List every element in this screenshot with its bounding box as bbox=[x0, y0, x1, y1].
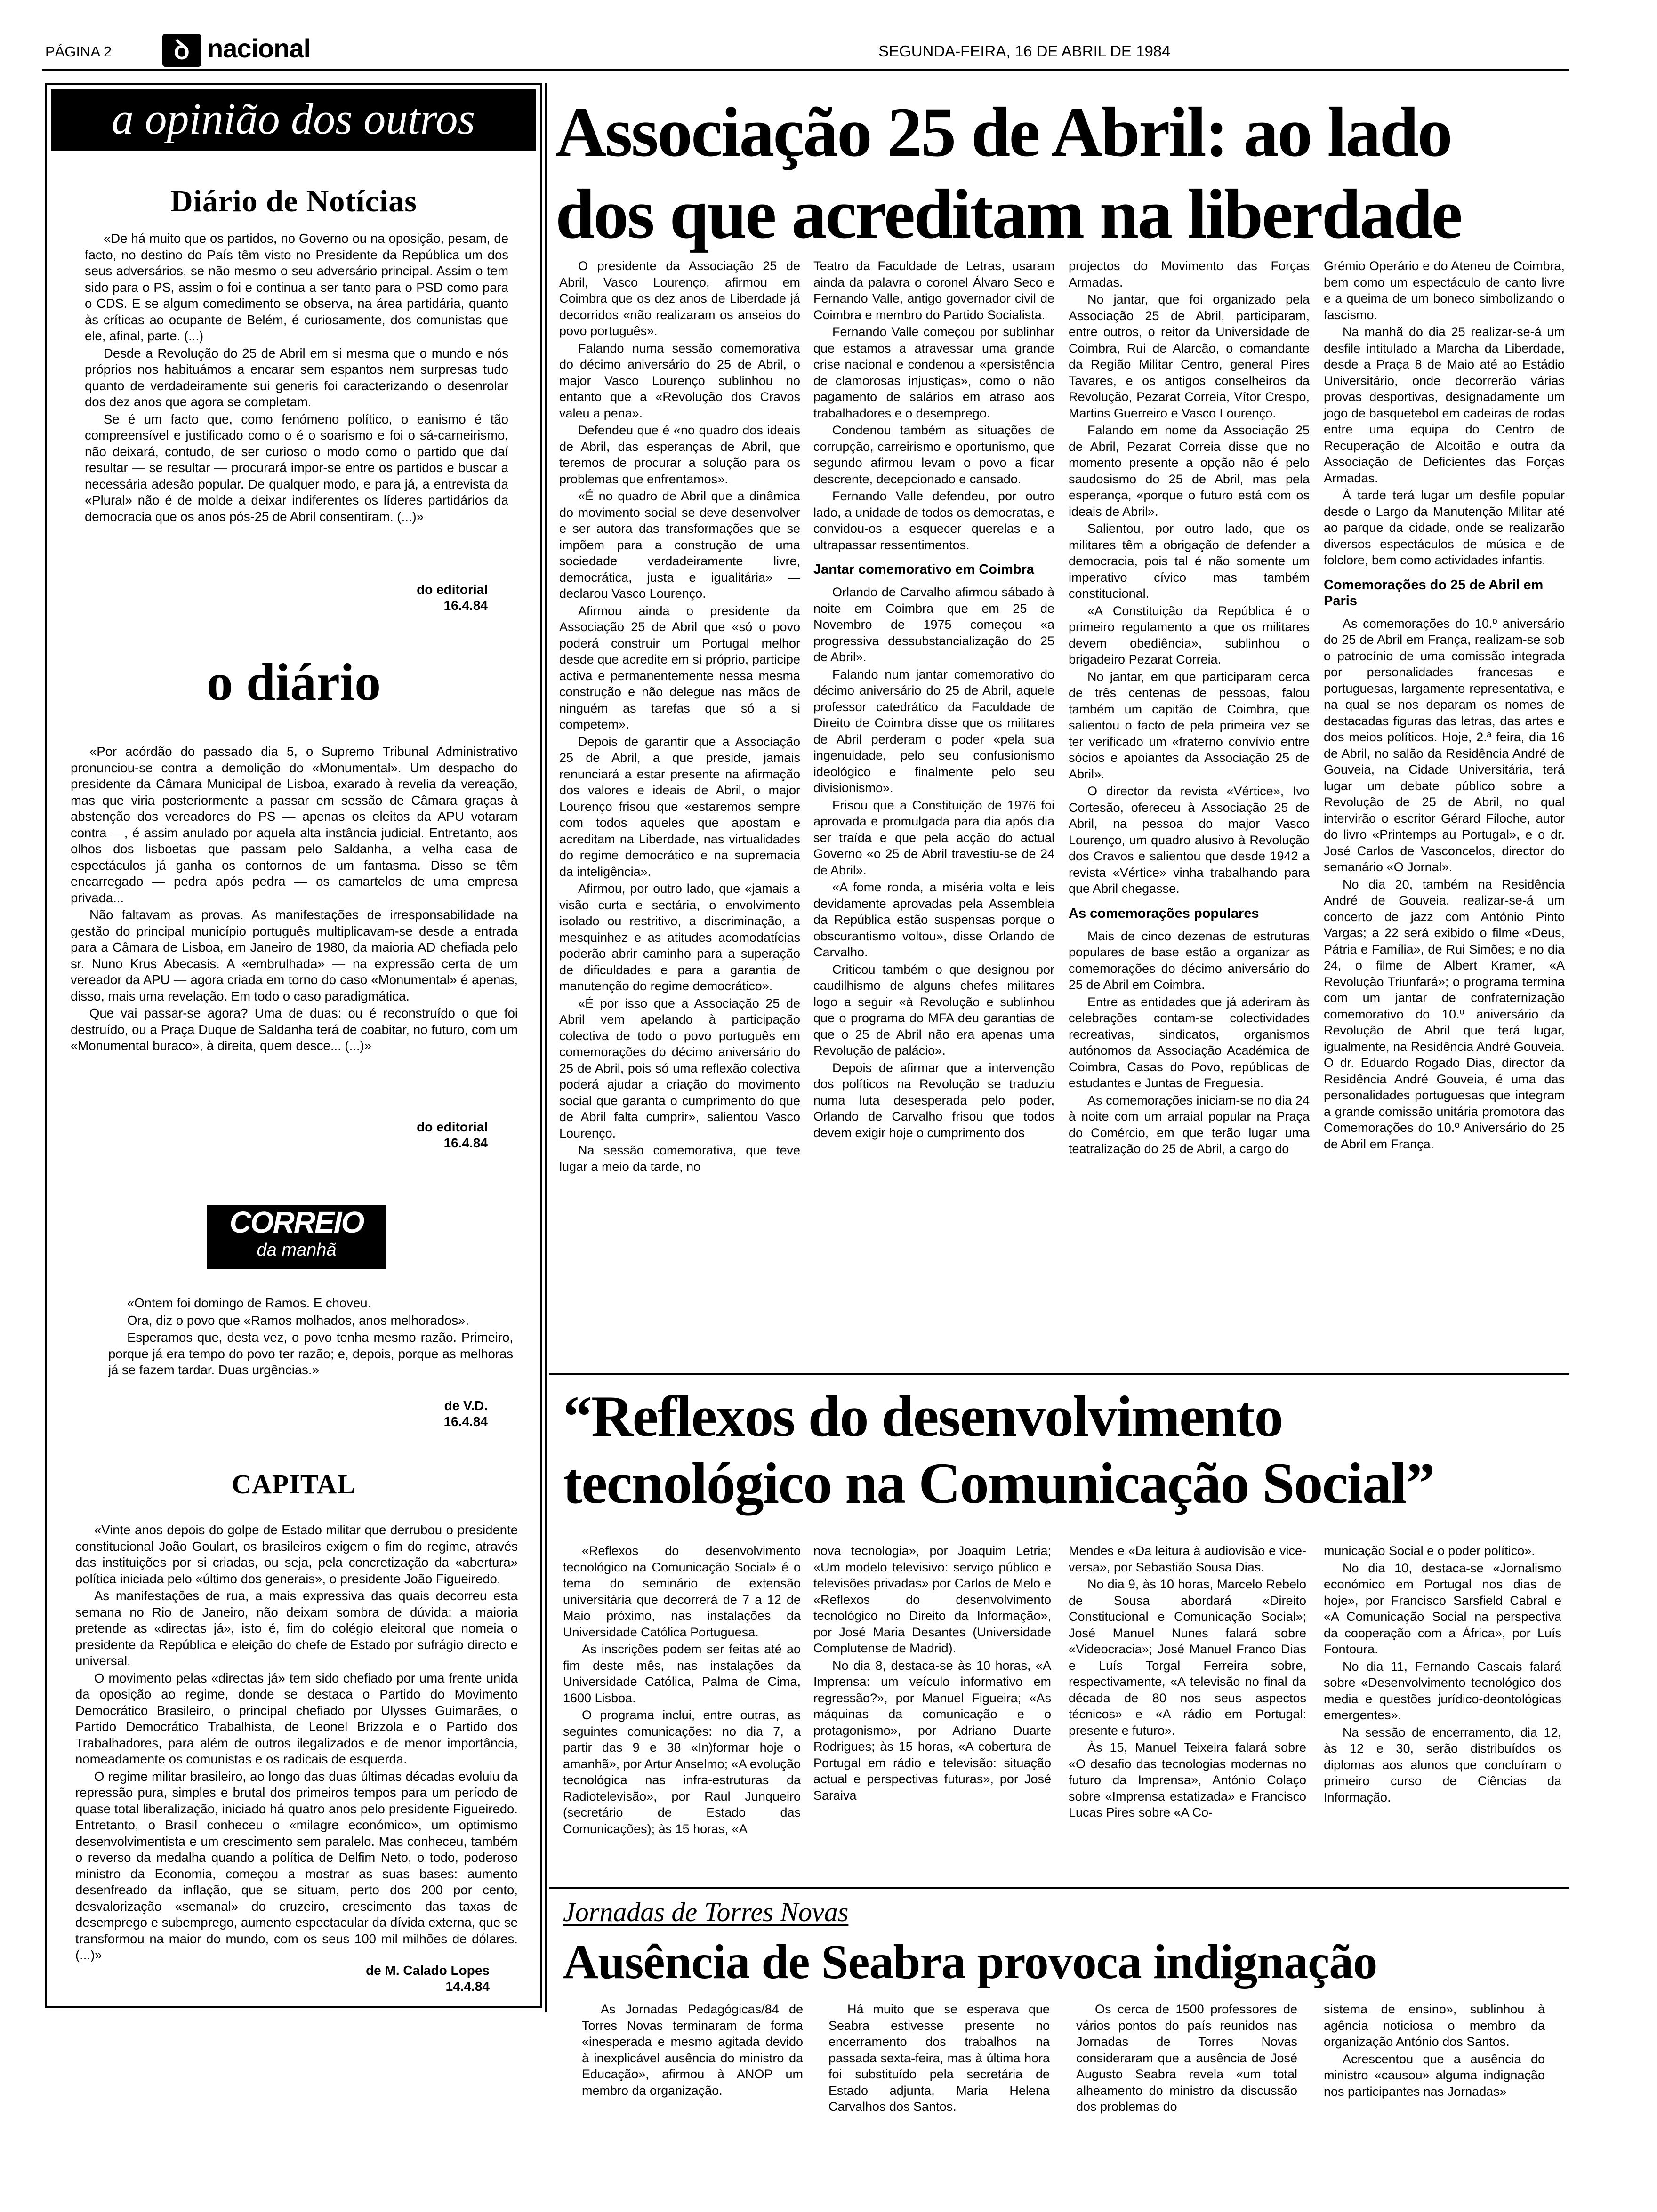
article2-col1 bbox=[563, 1543, 801, 1882]
paragraph: No dia 11, Fernando Cascais falará sobre «Desenvolvimento tecnológico dos media e questões jurídico-deontológicas emergentes». bbox=[1324, 1659, 1561, 1722]
paragraph: Afirmou ainda o presidente da Associação 25 de Abril que «só o povo poderá construir um Portugal melhor desde que acredite em si próprio, participe activa e permanentemente nessa mesma construção e não delegue nas mãos de ninguém as tarefas que só a si competem». bbox=[559, 603, 800, 731]
paragraph: As comemorações do 10.º aniversário do 25 de Abril em França, realizam-se sob o patrocínio de uma comissão integrada por personalidades francesas e portuguesas, largamente representativa, e na qual se nos deparam os nomes de destacadas figuras das letras, das artes e dos meios políticos. Hoje, 2.ª feira, dia 16 de Abril, no salão da Residência André de Gouveia, na Cidade Universitária, terá lugar um debate público sobre a Revolução de 25 de Abril, no qual intervirão o escritor Gérard Filoche, autor do livro «Printemps au Portugal», e o dr. José Carlos de Vasconcelos, director do semanário «O Jornal». bbox=[1324, 616, 1565, 874]
paragraph: Há muito que se esperava que Seabra estivesse presente no encerramento dos trabalhos na passada sexta-feira, mas à última hora foi substituído pela secretária de Estado adjunta, Maria Helena Carvalhos dos Santos. bbox=[828, 2002, 1050, 2114]
paragraph: No jantar, que foi organizado pela Associação 25 de Abril, participaram, entre outros, o reitor da Universidade de Coimbra, Rui de Alarcão, o comandante da Região Militar Centro, general Pires Tavares, e os antigos conselheiros da Revolução, Pezarat Correia, Vítor Crespo, Martins Guerreiro e Vasco Lourenço. bbox=[1069, 292, 1310, 420]
paragraph: Falando em nome da Associação 25 de Abril, Pezarat Correia disse que no momento presente a opção não é pelo saudosismo do 25 de Abril, mas pela esperança, «porque o futuro está com os ideais de Abril». bbox=[1069, 423, 1310, 519]
od-para: «Por acórdão do passado dia 5, o Supremo Tribunal Administrativo pronunciou-se contra a demolição do «Monumental». Um despacho do presidente da Câmara Municipal de Lisboa, exarado à revelia da vereação, mas que viria posteriormente a passar em sessão de Câmara graças à abstenção dos vereadores do PS — apenas os eleitos da APU votaram contra —, é assim anulado por aquela alta instância judicial. Entretanto, aos olhos dos lisboetas que passam pelo Saldanha, a velha casa de espectáculos já ganha os contornos de um fantasma. Disso se têm encarregado — pedra após pedra — os camartelos de uma empresa privada... bbox=[71, 744, 518, 905]
paragraph: Defendeu que é «no quadro dos ideais de Abril, das esperanças de Abril, que teremos de procurar a solução para os problemas que enfrentamos». bbox=[559, 423, 800, 486]
subheading-comemoracoes: As comemorações populares bbox=[1069, 906, 1259, 921]
signature-line: de M. Calado Lopes bbox=[366, 1963, 490, 1978]
cm-para: Ora, diz o povo que «Ramos molhados, anos melhorados». bbox=[127, 1313, 469, 1328]
dn-quote bbox=[85, 231, 508, 526]
paragraph: «É por isso que a Associação 25 de Abril vem apelando à participação colectiva de todo o povo português em comemorações do décimo aniversário do 25 de Abril, pois só uma reflexão colectiva poderá ajudar a criação do movimento social que garanta o cumprimento do que de Abril falta cumprir», salientou Vasco Lourenço. bbox=[559, 996, 800, 1140]
signature-line: de V.D. bbox=[444, 1398, 488, 1413]
capital-quote bbox=[75, 1522, 518, 1964]
paragraph: Mendes e «Da leitura à audiovisão e vice-versa», por Sebastião Sousa Dias. bbox=[1069, 1544, 1306, 1574]
signature-line: do editorial bbox=[417, 1120, 488, 1134]
cm-logo bbox=[207, 1205, 386, 1269]
paragraph: Criticou também o que designou por caudilhismo de alguns chefes militares logo a seguir «à Revolução e sublinhou que o programa do MFA deu garantias de que o 25 de Abril não era apenas uma Revolução de palácio». bbox=[813, 962, 1054, 1058]
paragraph: Na sessão de encerramento, dia 12, às 12 e 30, serão distribuídos os diplomas aos alunos que concluíram o primeiro curso de Ciências da Informação. bbox=[1324, 1725, 1561, 1804]
paragraph: «A Constituição da República é o primeiro regulamento a que os militares devem obediência», sublinhou o brigadeiro Pezarat Correia. bbox=[1069, 603, 1310, 666]
signature-date: 16.4.84 bbox=[443, 1414, 488, 1429]
cm-logo-word: CORREIO bbox=[229, 1205, 364, 1239]
article2-bottom-rule bbox=[549, 1887, 1569, 1889]
paragraph: O director da revista «Vértice», Ivo Cortesão, ofereceu à Associação 25 de Abril, na pessoa do major Vasco Lourenço, um quadro alusivo à Revolução dos Cravos e salientou que desde 1942 a revista «Vértice» vinha trabalhando para que Abril chegasse. bbox=[1069, 784, 1310, 896]
subheading-paris: Comemorações do 25 de Abril em Paris bbox=[1324, 577, 1544, 609]
article2-headline-line2: tecnológico na Comunicação Social” bbox=[563, 1451, 1434, 1515]
capital-para: As manifestações de rua, a mais expressiva das quais decorreu esta semana no Rio de Janeiro, não deixam sombra de dúvida: a maioria pretende as «directas já», isto é, fim do colégio eleitoral que nomeia o presidente da República e eleição do chefe de Estado por sufrágio directo e universal. bbox=[75, 1588, 518, 1668]
panel-divider bbox=[545, 83, 547, 2012]
paragraph: projectos do Movimento das Forças Armadas. bbox=[1069, 259, 1310, 289]
article3-col2 bbox=[828, 2001, 1050, 2114]
article1-col3 bbox=[1069, 258, 1310, 1364]
paragraph: No jantar, em que participaram cerca de três centenas de pessoas, falou também um capitão de Coimbra, que salientou o facto de pela primeira vez se ter verificado um «fraterno convívio entre sócios e apoiantes da Associação 25 de Abril». bbox=[1069, 669, 1310, 781]
paragraph: Teatro da Faculdade de Letras, usaram ainda da palavra o coronel Álvaro Seco e Fernando Valle, antigo governador civil de Coimbra e membro do Partido Socialista. bbox=[813, 259, 1054, 322]
article1-headline-line1: Associação 25 de Abril: ao lado bbox=[555, 93, 1451, 171]
header-rule bbox=[42, 69, 1569, 71]
paragraph: No dia 9, às 10 horas, Marcelo Rebelo de Sousa abordará «Direito Constitucional e Comunicação Social»; José Manuel Nunes falará sobre «Videocracia»; José Manuel Franco Dias e Luís Torgal Ferreira sobre, respectivamente, «A televisão no final da década de 80 nos seus aspectos técnicos» e «A rádio em Portugal: presente e futuro». bbox=[1069, 1577, 1306, 1738]
paragraph: Afirmou, por outro lado, que «jamais a visão curta e sectária, o envolvimento isolado ou restritivo, a discriminação, a mesquinhez e as atitudes acomodatícias poderão abrir caminho para a superação de dificuldades e para a garantia de manutenção do regime democrático». bbox=[559, 882, 800, 993]
paragraph: Na manhã do dia 25 realizar-se-á um desfile intitulado a Marcha da Liberdade, desde a Praça 8 de Maio até ao Estádio Universitário, onde decorrerão várias provas desportivas, designadamente um jogo de basquetebol em cadeiras de rodas entre uma equipa do Centro de Recuperação de Alcoitão e outra da Associação de Deficientes das Forças Armadas. bbox=[1324, 325, 1565, 485]
capital-para: O regime militar brasileiro, ao longo das duas últimas décadas evoluiu da repressão pura, simples e brutal dos primeiros tempos para um período de quase total liberalização, iniciado há quatro anos pelo presidente Figueiredo. Entretanto, o Brasil conheceu o «milagre económico», um optimismo desenvolvimentista e um crescimento sem paralelo. Mas conheceu, também o reverso da medalha quando a política de Delfim Neto, o todo, poderoso ministro da Economia, começou a mostrar as suas bases: aumento desenfreado da inflação, que se situam, perto dos 200 por cento, desvalorização «semanal» do cruzeiro, crescimento das taxas de desemprego e subemprego, aumento espectacular da dívida externa, que se transformou na maior do mundo, com os seus 100 mil milhões de dólares. (...)» bbox=[75, 1769, 518, 1962]
od-masthead: o diário bbox=[206, 653, 381, 712]
article1-col1 bbox=[559, 258, 800, 1364]
paragraph: Frisou que a Constituição de 1976 foi aprovada e promulgada para dia após dia ser traída e que pela acção do actual Governo «o 25 de Abril travestiu-se de 24 de Abril». bbox=[813, 798, 1054, 877]
article1-col4 bbox=[1324, 258, 1565, 1364]
paragraph: Na sessão comemorativa, que teve lugar a meio da tarde, no bbox=[559, 1143, 800, 1174]
article3-col1 bbox=[582, 2001, 803, 2100]
issue-date: SEGUNDA-FEIRA, 16 DE ABRIL DE 1984 bbox=[878, 42, 1171, 60]
paragraph: No dia 10, destaca-se «Jornalismo económico em Portugal nos dias de hoje», por Francisco Sarsfield Cabral e «A Comunicação Social na perspectiva da cooperação com a África», por Luís Fontoura. bbox=[1324, 1561, 1561, 1656]
page-number: PÁGINA 2 bbox=[45, 43, 112, 60]
dn-signature bbox=[330, 582, 488, 614]
paragraph: «Reflexos do desenvolvimento tecnológico na Comunicação Social» é o tema do seminário de extensão universitária que decorrerá de 7 a 12 de Maio próximo, nas instalações da Universidade Católica Portuguesa. bbox=[563, 1544, 801, 1639]
dn-para: Se é um facto que, como fenómeno político, o eanismo é tão compreensível e justificado como o é o soarismo e foi o sá-carneirismo, não deixará, contudo, de ser curioso o modo como o partido que daí resultar — se resultar — procurará impor-se entre os partidos e buscar a necessária adesão popular. De qualquer modo, e para já, a entrevista da «Plural» não é de molde a deixar indiferentes os líderes partidários da democracia que os anos pós-25 de Abril consentiram. (...)» bbox=[85, 411, 508, 524]
paragraph: As comemorações iniciam-se no dia 24 à noite com um arraial popular na Praça do Comércio, em que terão lugar uma teatralização do 25 de Abril, a cargo do bbox=[1069, 1093, 1310, 1156]
paragraph: nova tecnologia», por Joaquim Letria; «Um modelo televisivo: serviço público e televisões privadas» por Carlos de Melo e «Reflexos do desenvolvimento tecnológico no Direito da Informação», por José Maria Desantes (Universidade Complutense de Madrid). bbox=[813, 1544, 1051, 1655]
paragraph: Grémio Operário e do Ateneu de Coimbra, bem como um espectáculo de canto livre e a queima de um boneco simbolizando o fascismo. bbox=[1324, 259, 1565, 322]
paragraph: O programa inclui, entre outras, as seguintes comunicações: no dia 7, a partir das 9 e 38 «In)formar hoje o amanhã», por Artur Anselmo; «A evolução tecnológica nas infra-estruturas da Radiotelevisão», por Raul Junqueiro (secretário de Estado das Comunicações); às 15 horas, «A bbox=[563, 1708, 801, 1836]
paragraph: Depois de garantir que a Associação 25 de Abril, a que preside, jamais renunciará a estar presente na afirmação dos valores e ideais de Abril, o major Lourenço frisou que «estaremos sempre com todos aqueles que apostam e acreditam na Liberdade, nas virtualidades do regime democrático e na supremacia da inteligência». bbox=[559, 734, 800, 879]
cm-logo-sub: da manhã bbox=[257, 1240, 337, 1260]
paragraph: Falando num jantar comemorativo do décimo aniversário do 25 de Abril, aquele professor catedrático da Faculdade de Direito de Coimbra disse que os militares de Abril perderam o poder «pela sua ingenuidade, pelo seu confusionismo ideológico e finalmente pelo seu divisionismo». bbox=[813, 667, 1054, 795]
cm-signature bbox=[330, 1398, 488, 1430]
paragraph: No dia 20, também na Residência André de Gouveia, realizar-se-á um concerto de jazz com António Pinto Vargas; a 22 será exibido o filme «Deus, Pátria e Família», de Rui Simões; e no dia 24, o filme de Albert Kramer, «A Revolução Triunfará»; o programa termina com um jantar de confraternização comemorativo do 10.º aniversário da Revolução de Abril que terá lugar, igualmente, na Residência André Gouveia. O dr. Eduardo Rogado Dias, director da Residência André Gouveia, é uma das personalidades portuguesas que integram a grande comissão unitária promotora das Comemorações do 10.º Aniversário do 25 de Abril em França. bbox=[1324, 877, 1565, 1151]
dn-masthead: Diário de Notícias bbox=[170, 184, 417, 218]
paragraph: No dia 8, destaca-se às 10 horas, «A Imprensa: um veículo informativo em regressão?», por Manuel Figueira; «As máquinas da comunicação e o protagonismo», por Adriano Duarte Rodrigues; às 15 horas, «A cobertura de Portugal em rádio e televisão: situação actual e perspectivas futuras», por José Saraiva bbox=[813, 1658, 1051, 1803]
od-para: Não faltavam as provas. As manifestações de irresponsabilidade na gestão do principal município português multiplicavam-se desde a entrada para a Câmara de Lisboa, em Janeiro de 1980, da maioria AD chefiada pelo sr. Nuno Krus Abecasis. A «embrulhada» — na expressão certa de um vereador da APU — agora criada em torno do caso «Monumental» é apenas, disso, mais uma revelação. Em todo o caso paradigmática. bbox=[71, 907, 518, 1003]
article1-col2 bbox=[813, 258, 1054, 1364]
opinion-banner-text: a opinião dos outros bbox=[111, 95, 475, 144]
paragraph: Às 15, Manuel Teixeira falará sobre «O desafio das tecnologias modernas no futuro da Imprensa», António Colaço sobre «Imprensa estatizada» e Francisco Lucas Pires sobre «A Co- bbox=[1069, 1740, 1306, 1819]
capital-para: O movimento pelas «directas já» tem sido chefiado por uma frente unida da oposição ao regime, donde se destaca o Partido do Movimento Democrático Brasileiro, o principal chefiado por Ulysses Guimarães, o Partido Democrático Trabalhista, de Leonel Brizzola e o Partido dos Trabalhadores, para além de outros ilegalizados e de menor importância, nomeadamente os comunistas e os radicais de esquerda. bbox=[75, 1670, 518, 1766]
paragraph: municação Social e o poder político». bbox=[1324, 1544, 1535, 1558]
article3-col3 bbox=[1076, 2001, 1297, 2114]
paragraph: Falando numa sessão comemorativa do décimo aniversário do 25 de Abril, o major Vasco Lourenço sublinhou no entanto que a «Revolução dos Cravos valeu a pena». bbox=[559, 341, 800, 420]
article3-col4 bbox=[1324, 2001, 1545, 2100]
paragraph: Mais de cinco dezenas de estruturas populares de base estão a organizar as comemorações do décimo aniversário do 25 de Abril em Coimbra. bbox=[1069, 929, 1310, 992]
paragraph: «A fome ronda, a miséria volta e leis devidamente aprovadas pela Assembleia da República estão suspensas porque o obscurantismo voltou», disse Orlando de Carvalho. bbox=[813, 880, 1054, 959]
cm-quote bbox=[108, 1295, 513, 1379]
paragraph: Depois de afirmar que a intervenção dos políticos na Revolução se traduziu numa luta desesperada pelo poder, Orlando de Carvalho frisou que todos devem exigir hoje o cumprimento dos bbox=[813, 1060, 1054, 1140]
capital-para: «Vinte anos depois do golpe de Estado militar que derrubou o presidente constitucional João Goulart, os brasileiros exigem o fim do regime, através das instituições por si criadas, ou seja, pela concretização da «abertura» política iniciada pelo «último dos generais», o presidente João Figueiredo. bbox=[75, 1523, 518, 1586]
article2-col4 bbox=[1324, 1543, 1561, 1882]
article2-col3 bbox=[1069, 1543, 1306, 1882]
paragraph: Fernando Valle defendeu, por outro lado, a unidade de todos os democratas, e convidou-os a esquecer querelas e a ultrapassar ressentimentos. bbox=[813, 489, 1054, 552]
article2-col2 bbox=[813, 1543, 1051, 1882]
paragraph: Fernando Valle começou por sublinhar que estamos a atravessar uma grande crise nacional e condenou a «persistência de clamorosas injustiças», como o não pagamento de salários em atraso aos trabalhadores e o desemprego. bbox=[813, 325, 1054, 420]
signature-line: do editorial bbox=[417, 582, 488, 597]
paragraph: Salientou, por outro lado, que os militares têm a obrigação de defender a democracia, pois tal é não somente um imperativo cívico mas também constitucional. bbox=[1069, 521, 1310, 601]
dn-para: «De há muito que os partidos, no Governo ou na oposição, pesam, de facto, no destino do País têm visto no Presidente da República um dos seus adversários, se não mesmo o seu adversário principal. Assim o tem sido para o PS, assim o foi e continua a ser tanto para o PSD como para o CDS. E se algum comedimento se observa, na área partidária, quanto às críticas ao ocupante de Belém, é curiosamente, dos comunistas que ele, afinal, parte. (...) bbox=[85, 231, 508, 343]
capital-masthead: CAPITAL bbox=[232, 1469, 356, 1499]
article2-headline-line1: “Reflexos do desenvolvimento bbox=[563, 1384, 1283, 1449]
paragraph: Condenou também as situações de corrupção, carreirismo e oportunismo, que segundo afirmou levam o povo a ficar descrente, decepcionado e cansado. bbox=[813, 423, 1054, 486]
signature-date: 16.4.84 bbox=[443, 598, 488, 613]
section-logo-icon: ꝺ bbox=[162, 34, 201, 67]
od-para: Que vai passar-se agora? Uma de duas: ou é reconstruído o que foi destruído, ou a Praça Duque de Saldanha terá de coabitar, no futuro, com um «Monumental buraco», à direita, quem desce... (...)» bbox=[71, 1006, 518, 1053]
paragraph: As inscrições podem ser feitas até ao fim deste mês, nas instalações da Universidade Católica, Palma de Cima, 1600 Lisboa. bbox=[563, 1642, 801, 1705]
paragraph: Entre as entidades que já aderiram às celebrações contam-se colectividades recreativas, sindicatos, organismos autónomos da Associação Académica de Coimbra, Casas do Povo, repúblicas de estudantes e Juntas de Freguesia. bbox=[1069, 994, 1310, 1090]
subheading-jantar: Jantar comemorativo em Coimbra bbox=[813, 562, 1034, 577]
capital-signature bbox=[301, 1963, 490, 1995]
signature-date: 16.4.84 bbox=[443, 1136, 488, 1150]
od-signature bbox=[330, 1119, 488, 1151]
article3-kicker: Jornadas de Torres Novas bbox=[563, 1897, 849, 1927]
section-name: nacional bbox=[207, 33, 311, 63]
paragraph: Os cerca de 1500 professores de vários pontos do país reunidos nas Jornadas de Torres Novas consideraram que a ausência de José Augusto Seabra revela «um total alheamento do ministro da discussão dos problemas do bbox=[1076, 2002, 1297, 2114]
article1-bottom-rule bbox=[549, 1373, 1569, 1375]
article1-headline-line2: dos que acreditam na liberdade bbox=[555, 175, 1462, 253]
paragraph: «É no quadro de Abril que a dinâmica do movimento social se deve desenvolver e ser autora das transformações que se impõem para a construção de uma sociedade verdadeiramente livre, democrática, justa e igualitária» — declarou Vasco Lourenço. bbox=[559, 489, 800, 601]
article3-headline: Ausência de Seabra provoca indignação bbox=[563, 1935, 1377, 1989]
paragraph: O presidente da Associação 25 de Abril, Vasco Lourenço, afirmou em Coimbra que os dez anos de Liberdade já decorridos «não realizaram os anseios do povo português». bbox=[559, 259, 800, 338]
paragraph: Acrescentou que a ausência do ministro «causou» alguma indignação nos participantes nas Jornadas» bbox=[1324, 2052, 1545, 2099]
signature-date: 14.4.84 bbox=[445, 1979, 490, 1994]
cm-para: Esperamos que, desta vez, o povo tenha mesmo razão. Primeiro, porque já era tempo do povo ter razão; e, depois, porque as melhoras já se fazem tardar. Duas urgências.» bbox=[108, 1330, 513, 1377]
cm-para: «Ontem foi domingo de Ramos. E choveu. bbox=[127, 1296, 371, 1310]
paragraph: As Jornadas Pedagógicas/84 de Torres Novas terminaram de forma «inesperada e mesmo agitada devido à inexplicável ausência do ministro da Educação», afirmou à ANOP um membro da organização. bbox=[582, 2002, 803, 2098]
paragraph: sistema de ensino», sublinhou à agência noticiosa o membro da organização António dos Santos. bbox=[1324, 2002, 1545, 2049]
paragraph: Orlando de Carvalho afirmou sábado à noite em Coimbra que em 25 de Novembro de 1975 começou «a progressiva dessubstancialização do 25 de Abril». bbox=[813, 585, 1054, 664]
dn-para: Desde a Revolução do 25 de Abril em si mesma que o mundo e nós próprios nos habituámos a encarar sem espantos nem surpresas tudo quanto de verdadeiramente sui generis foi caracterizando o desenrolar dos dez anos que agora se completam. bbox=[85, 345, 508, 409]
opinion-banner bbox=[51, 89, 536, 151]
od-quote bbox=[71, 744, 518, 1055]
paragraph: À tarde terá lugar um desfile popular desde o Largo da Manutenção Militar até ao parque da cidade, onde se realizarão diversos espectáculos de música e de folclore, bem como actividades infantis. bbox=[1324, 488, 1565, 567]
